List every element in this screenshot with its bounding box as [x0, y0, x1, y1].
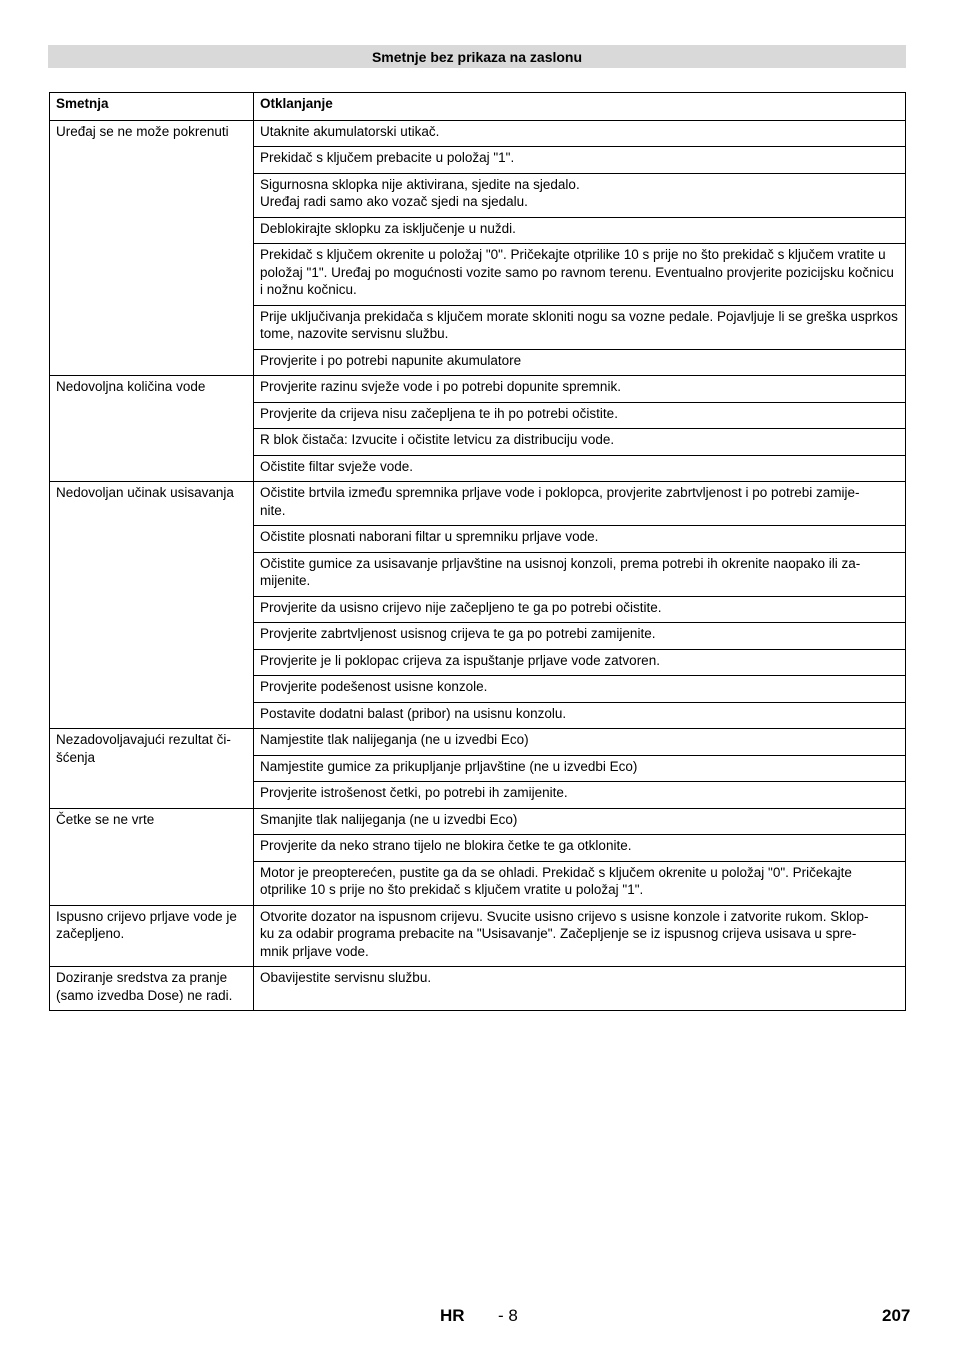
remedy-cell: Provjerite zabrtvljenost usisnog crijeva te ga po potrebi zamijenite.	[254, 623, 906, 650]
remedy-cell: Provjerite da neko strano tijelo ne blokira četke te ga otklonite.	[254, 835, 906, 862]
remedy-cell: Prekidač s ključem prebacite u položaj "1".	[254, 147, 906, 174]
remedy-cell: Deblokirajte sklopku za isključenje u nuždi.	[254, 217, 906, 244]
remedy-cell: Provjerite podešenost usisne konzole.	[254, 676, 906, 703]
remedy-cell: Smanjite tlak nalijeganja (ne u izvedbi Eco)	[254, 808, 906, 835]
remedy-cell: Prije uključivanja prekidača s ključem morate skloniti nogu sa vozne pedale. Pojavljuje li se greška usprkos tome, nazovite servisnu službu.	[254, 305, 906, 349]
table-row	[50, 482, 906, 526]
remedy-cell: Namjestite tlak nalijeganja (ne u izvedbi Eco)	[254, 729, 906, 756]
remedy-cell: Otvorite dozator na ispusnom crijevu. Svucite usisno crijevo s usisne konzole i zatvorite rukom. Sklop- ku za odabir programa prebacite na "Usisavanje". Začepljenje se iz ispusnog crijeva usisava u spre- mnik prljave vode.	[254, 905, 906, 967]
remedy-cell: Očistite filtar svježe vode.	[254, 455, 906, 482]
remedy-cell: Postavite dodatni balast (pribor) na usisnu konzolu.	[254, 702, 906, 729]
remedy-cell: Provjerite je li poklopac crijeva za ispuštanje prljave vode zatvoren.	[254, 649, 906, 676]
table-row	[50, 905, 906, 967]
fault-cell: Nedovoljna količina vode	[50, 376, 254, 482]
fault-cell: Četke se ne vrte	[50, 808, 254, 905]
header-fault: Smetnja	[50, 93, 254, 121]
fault-cell: Ispusno crijevo prljave vode je začepljeno.	[50, 905, 254, 967]
remedy-cell: Provjerite i po potrebi napunite akumulatore	[254, 349, 906, 376]
remedy-cell: Sigurnosna sklopka nije aktivirana, sjedite na sjedalo. Uređaj radi samo ako vozač sjedi na sjedalu.	[254, 173, 906, 217]
remedy-cell: Provjerite istrošenost četki, po potrebi ih zamijenite.	[254, 782, 906, 809]
fault-cell: Uređaj se ne može pokrenuti	[50, 120, 254, 376]
table-row	[50, 120, 906, 147]
table-row	[50, 967, 906, 1011]
footer-language: HR	[440, 1306, 465, 1325]
remedy-cell: Provjerite da crijeva nisu začepljena te ih po potrebi očistite.	[254, 402, 906, 429]
remedy-cell: R blok čistača: Izvucite i očistite letvicu za distribuciju vode.	[254, 429, 906, 456]
remedy-cell: Prekidač s ključem okrenite u položaj "0". Pričekajte otprilike 10 s prije no što prekidač s ključem vratite u položaj "1". Uređaj po mogućnosti vozite samo po ravnom terenu. Eventualno provjerite pozicijsku kočnicu i nožnu kočnicu.	[254, 244, 906, 306]
remedy-cell: Obavijestite servisnu službu.	[254, 967, 906, 1011]
table-row	[50, 808, 906, 835]
footer-section-page: - 8	[498, 1306, 518, 1325]
section-title: Smetnje bez prikaza na zaslonu	[48, 45, 906, 68]
remedy-cell: Očistite gumice za usisavanje prljavštine na usisnoj konzoli, prema potrebi ih okrenite naopako ili za- mijenite.	[254, 552, 906, 596]
remedy-cell: Očistite brtvila između spremnika prljave vode i poklopca, provjerite zabrtvljenost i po potrebi zamije- nite.	[254, 482, 906, 526]
remedy-cell: Utaknite akumulatorski utikač.	[254, 120, 906, 147]
table-header-row	[50, 93, 906, 121]
remedy-cell: Namjestite gumice za prikupljanje prljavštine (ne u izvedbi Eco)	[254, 755, 906, 782]
remedy-cell: Provjerite da usisno crijevo nije začepljeno te ga po potrebi očistite.	[254, 596, 906, 623]
troubleshooting-table	[49, 92, 906, 1011]
remedy-cell: Provjerite razinu svježe vode i po potrebi dopunite spremnik.	[254, 376, 906, 403]
header-remedy: Otklanjanje	[254, 93, 906, 121]
fault-cell: Doziranje sredstva za pranje (samo izvedba Dose) ne radi.	[50, 967, 254, 1011]
fault-cell: Nezadovoljavajući rezultat či- šćenja	[50, 729, 254, 809]
remedy-cell: Motor je preopterećen, pustite ga da se ohladi. Prekidač s ključem okrenite u položaj "0". Pričekajte otprilike 10 s prije no što prekidač s ključem vratite u položaj "1".	[254, 861, 906, 905]
table-body	[50, 120, 906, 1011]
fault-cell: Nedovoljan učinak usisavanja	[50, 482, 254, 729]
remedy-cell: Očistite plosnati naborani filtar u spremniku prljave vode.	[254, 526, 906, 553]
table-row	[50, 376, 906, 403]
page-number: 207	[882, 1306, 911, 1325]
table-row	[50, 729, 906, 756]
